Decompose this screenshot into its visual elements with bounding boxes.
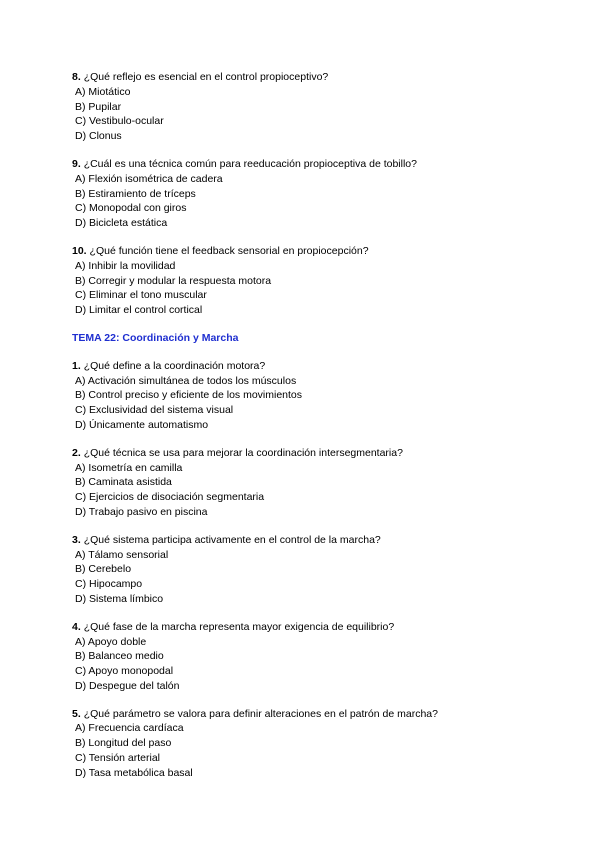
- answer-option: B) Corregir y modular la respuesta motora: [75, 274, 272, 287]
- question-number: 9.: [72, 157, 81, 170]
- answer-option: B) Estiramiento de tríceps: [75, 187, 196, 200]
- answer-option: A) Isometría en camilla: [75, 461, 183, 474]
- answer-option: C) Vestibulo-ocular: [75, 115, 164, 128]
- answer-option: A) Activación simultánea de todos los músculos: [75, 374, 297, 387]
- answer-option: C) Monopodal con giros: [75, 202, 187, 215]
- answer-option: A) Miotático: [75, 85, 131, 98]
- answer-option: C) Apoyo monopodal: [75, 665, 174, 678]
- answer-option: A) Flexión isométrica de cadera: [75, 172, 223, 185]
- question-text-line: [72, 157, 552, 172]
- question-number: 1.: [72, 359, 81, 372]
- answer-option: B) Balanceo medio: [75, 650, 164, 663]
- answer-option: D) Clonus: [75, 130, 122, 143]
- answer-option: B) Cerebelo: [75, 563, 132, 576]
- question-number: 8.: [72, 71, 81, 83]
- question-text: ¿Qué reflejo es esencial en el control propioceptivo?: [83, 71, 329, 83]
- question-block: [72, 157, 552, 231]
- question-number: 10.: [72, 244, 87, 257]
- question-block: [72, 533, 552, 607]
- answer-option: D) Trabajo pasivo en piscina: [75, 505, 208, 518]
- question-number: 3.: [72, 533, 81, 546]
- answer-option: B) Control preciso y eficiente de los movimientos: [75, 389, 303, 402]
- question-text: ¿Cuál es una técnica común para reeducación propioceptiva de tobillo?: [83, 157, 417, 170]
- answer-option: C) Hipocampo: [75, 578, 143, 591]
- answer-option: C) Exclusividad del sistema visual: [75, 404, 234, 417]
- question-text-line: [72, 446, 552, 461]
- question-block: [72, 707, 552, 781]
- answer-option: D) Limitar el control cortical: [75, 304, 203, 317]
- answer-option: A) Inhibir la movilidad: [75, 259, 176, 272]
- answer-option: A) Apoyo doble: [75, 635, 147, 648]
- question-text-line: [72, 533, 552, 548]
- question-text-line: [72, 244, 552, 259]
- answer-option: D) Únicamente automatismo: [75, 418, 209, 431]
- question-block: [72, 359, 552, 433]
- answer-option: C) Ejercicios de disociación segmentaria: [75, 491, 265, 504]
- question-text-line: [72, 707, 552, 722]
- answer-option: D) Bicicleta estática: [75, 217, 168, 230]
- answer-option: A) Frecuencia cardíaca: [75, 722, 184, 735]
- question-text-line: [72, 620, 552, 635]
- answer-option: C) Tensión arterial: [75, 752, 161, 765]
- question-block: [72, 620, 552, 694]
- answer-option: D) Tasa metabólica basal: [75, 766, 193, 779]
- question-block: [72, 244, 552, 318]
- answer-option: C) Eliminar el tono muscular: [75, 289, 207, 302]
- question-text: ¿Qué técnica se usa para mejorar la coordinación intersegmentaria?: [83, 446, 403, 459]
- answer-option: B) Pupilar: [75, 100, 122, 113]
- question-text: ¿Qué define a la coordinación motora?: [83, 359, 266, 372]
- answer-option: D) Despegue del talón: [75, 679, 180, 692]
- question-text: ¿Qué función tiene el feedback sensorial en propiocepción?: [89, 244, 369, 257]
- answer-option: A) Tálamo sensorial: [75, 548, 169, 561]
- answer-option: D) Sistema límbico: [75, 592, 164, 605]
- question-text: ¿Qué fase de la marcha representa mayor exigencia de equilibrio?: [83, 620, 395, 633]
- question-text-line: [72, 70, 552, 85]
- question-block: [72, 446, 552, 520]
- section-heading: TEMA 22: Coordinación y Marcha: [72, 331, 239, 344]
- question-number: 4.: [72, 620, 81, 633]
- question-number: 2.: [72, 446, 81, 459]
- question-text: ¿Qué sistema participa activamente en el control de la marcha?: [83, 533, 381, 546]
- answer-option: B) Longitud del paso: [75, 737, 172, 750]
- question-block: [72, 70, 552, 144]
- answer-option: B) Caminata asistida: [75, 476, 172, 489]
- question-text: ¿Qué parámetro se valora para definir alteraciones en el patrón de marcha?: [83, 707, 438, 720]
- question-number: 5.: [72, 707, 81, 720]
- question-text-line: [72, 359, 552, 374]
- document-content: [72, 70, 552, 794]
